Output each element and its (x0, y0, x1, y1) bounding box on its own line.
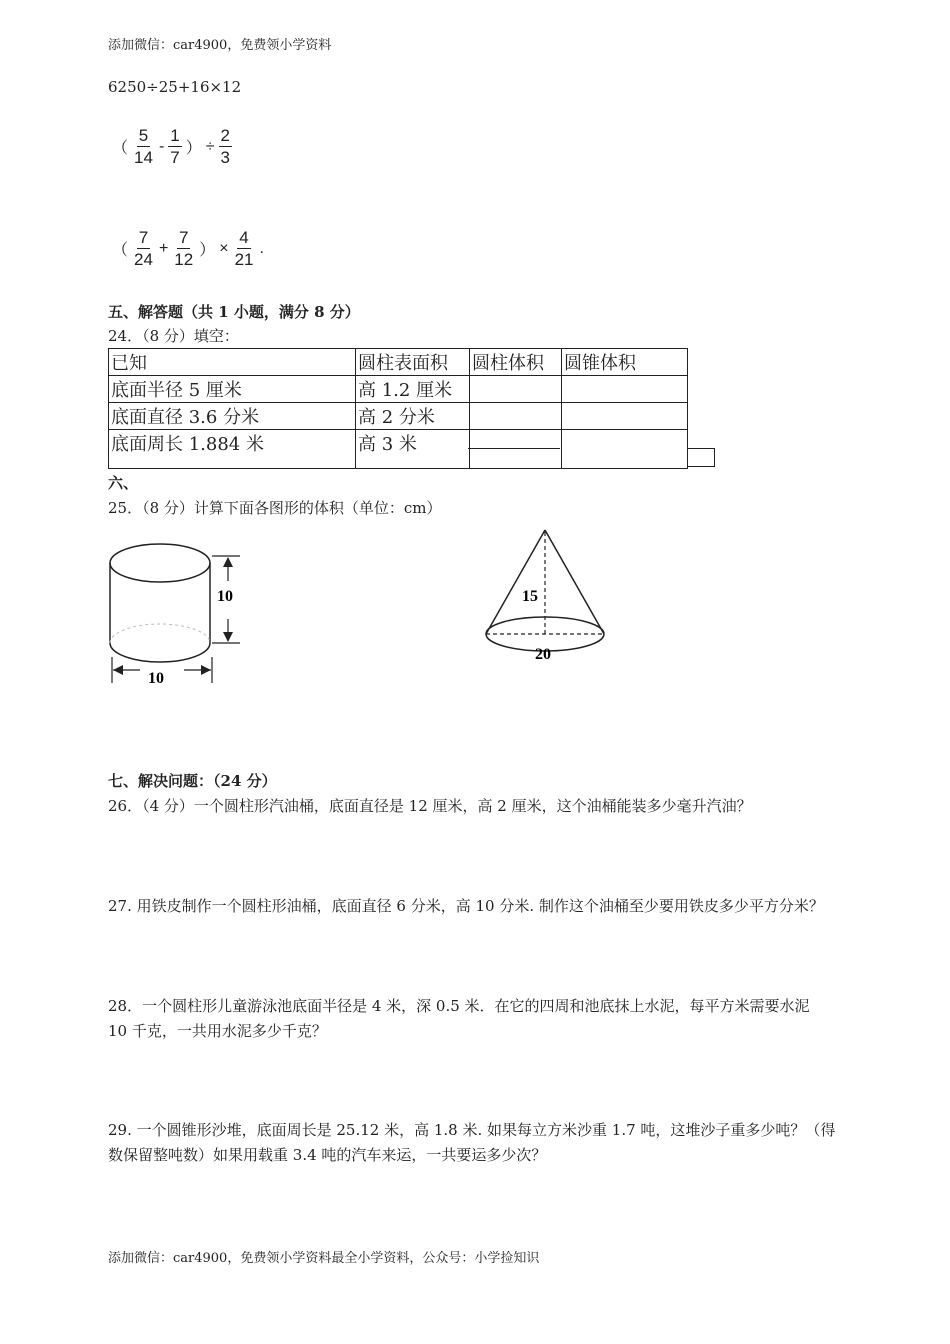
cylinder-bottom-hidden (110, 624, 210, 643)
operator-multiply: × (219, 239, 229, 257)
cone-left-side (486, 530, 545, 634)
fraction-b (172, 229, 195, 268)
page-header: 添加微信：car4900，免费领小学资料 (108, 38, 332, 53)
arrowhead-down-icon (223, 632, 233, 642)
table-header-row (109, 349, 688, 376)
denominator: 21 (234, 250, 254, 269)
header-cell: 圆锥体积 (562, 349, 688, 376)
numerator: 1 (170, 126, 180, 145)
table-cell: 高 2 分米 (356, 403, 470, 430)
table-artifact-line (468, 448, 560, 449)
section-6-title: 六、 (108, 474, 139, 492)
fill-table (108, 348, 688, 469)
page-footer: 添加微信：car4900，免费领小学资料最全小学资料，公众号：小学捡知识 (108, 1251, 540, 1266)
blank-cell[interactable] (470, 430, 562, 469)
section-5-title: 五、解答题（共 1 小题，满分 8 分） (108, 303, 360, 321)
paren-close: ） (185, 140, 202, 157)
blank-cell[interactable] (470, 403, 562, 430)
cylinder-bottom (110, 643, 210, 662)
arrowhead-up-icon (223, 557, 233, 567)
expression-3 (112, 229, 264, 268)
table-artifact-box (687, 448, 715, 467)
cone-figure (478, 522, 613, 667)
question-24: 24．（8 分）填空： (108, 327, 239, 345)
question-29-line-1: 29. 一个圆锥形沙堆，底面周长是 25.12 米，高 1.8 米. 如果每立方米沙重 1.7 吨，这堆沙子重多少吨？（得 (108, 1121, 836, 1139)
question-28-line-2: 10 千克，一共用水泥多少千克？ (108, 1022, 327, 1040)
table-cell: 底面直径 3.6 分米 (109, 403, 356, 430)
paren-open: （ (112, 242, 129, 259)
blank-cell[interactable] (470, 376, 562, 403)
table-row (109, 403, 688, 430)
cone-diameter-label: 20 (535, 646, 551, 663)
paren-close: ） (199, 242, 216, 259)
header-cell: 圆柱表面积 (356, 349, 470, 376)
numerator: 4 (239, 228, 249, 247)
numerator: 5 (138, 126, 149, 145)
table-cell: 底面周长 1.884 米 (109, 430, 356, 469)
section-7-title: 七、解决问题：（24 分） (108, 772, 277, 790)
question-28-line-1: 28．一个圆柱形儿童游泳池底面半径是 4 米，深 0.5 米．在它的四周和池底抹上水泥，每平方米需要水泥 (108, 997, 810, 1015)
numerator: 7 (138, 228, 149, 247)
fraction-a (132, 229, 155, 268)
numerator: 2 (220, 126, 230, 145)
blank-cell[interactable] (562, 376, 688, 403)
fraction-a (132, 127, 155, 166)
denominator: 3 (220, 148, 230, 167)
question-29-line-2: 数保留整吨数）如果用载重 3.4 吨的汽车来运，一共要运多少次？ (108, 1146, 547, 1164)
header-cell: 圆柱体积 (470, 349, 562, 376)
cone-right-side (545, 530, 604, 634)
cylinder-diameter-label: 10 (148, 670, 164, 687)
table-row (109, 376, 688, 403)
expression-1: 6250÷25+16×12 (108, 78, 242, 96)
operator-divide: ÷ (205, 137, 215, 155)
question-25: 25．（8 分）计算下面各图形的体积（单位：cm） (108, 499, 442, 517)
operator-minus: - (158, 137, 165, 155)
fraction-b (168, 127, 181, 166)
fraction-c (233, 229, 256, 268)
numerator: 7 (179, 228, 189, 247)
table-cell: 高 1.2 厘米 (356, 376, 470, 403)
table-cell: 高 3 米 (356, 430, 470, 469)
cylinder-figure (100, 535, 250, 690)
expression-2 (112, 127, 232, 166)
period: . (259, 239, 264, 257)
cylinder-height-label: 10 (217, 588, 233, 605)
denominator: 24 (134, 250, 153, 269)
arrowhead-left-icon (113, 665, 123, 675)
blank-cell[interactable] (562, 430, 688, 469)
denominator: 14 (134, 148, 153, 167)
cone-height-label: 15 (522, 588, 538, 605)
question-27: 27. 用铁皮制作一个圆柱形油桶，底面直径 6 分米，高 10 分米. 制作这个油桶至少要用铁皮多少平方分米？ (108, 897, 824, 915)
fraction-c (219, 127, 232, 166)
cylinder-top (110, 544, 210, 582)
denominator: 7 (170, 148, 180, 167)
blank-cell[interactable] (562, 403, 688, 430)
denominator: 12 (174, 250, 194, 269)
operator-plus: + (158, 239, 169, 257)
paren-open: （ (112, 140, 129, 157)
header-cell: 已知 (109, 349, 356, 376)
table-cell: 底面半径 5 厘米 (109, 376, 356, 403)
arrowhead-right-icon (201, 665, 211, 675)
table-row (109, 430, 688, 469)
question-26: 26．（4 分）一个圆柱形汽油桶，底面直径是 12 厘米，高 2 厘米，这个油桶能装多少毫升汽油？ (108, 797, 752, 815)
